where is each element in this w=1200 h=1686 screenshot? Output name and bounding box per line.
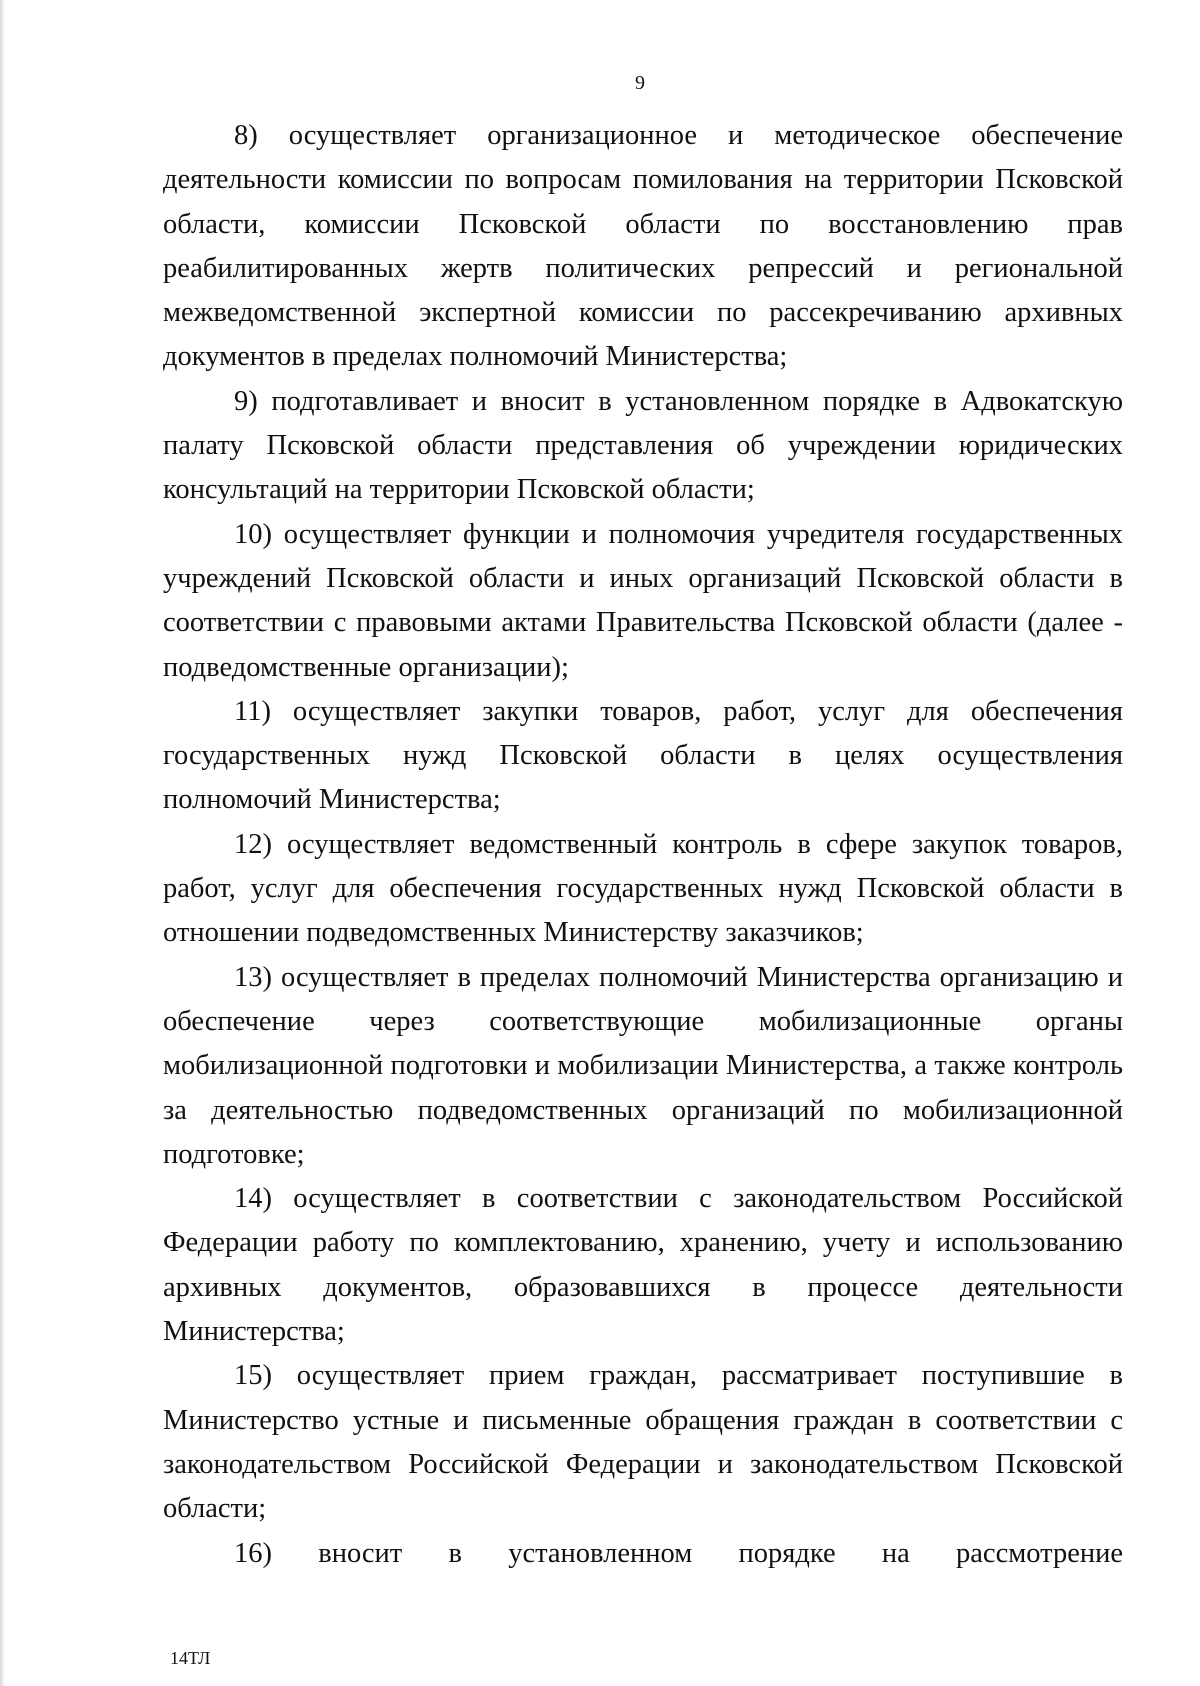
page-number: 9 (635, 72, 645, 94)
scan-edge (0, 0, 6, 1686)
list-item-12: 12) осуществляет ведомственный контроль в сфере закупок товаров, работ, услуг для обеспечения государственных нужд Псковской области в отношении подведомственных Министерству заказчиков; (163, 828, 1123, 949)
list-item-9: 9) подготавливает и вносит в установленном порядке в Адвокатскую палату Псковской области представления об учреждении юридических консультаций на территории Псковской области; (163, 385, 1123, 506)
list-item-16: 16) вносит в установленном порядке на рассмотрение (234, 1537, 1123, 1569)
list-item-11: 11) осуществляет закупки товаров, работ, услуг для обеспечения государственных нужд Псковской области в целях осуществления полномочий Министерства; (163, 695, 1123, 816)
list-item-14: 14) осуществляет в соответствии с законодательством Российской Федерации работу по комплектованию, хранению, учету и использованию архивных документов, образовавшихся в процессе деятельности Министерства; (163, 1183, 1123, 1348)
list-item-13: 13) осуществляет в пределах полномочий Министерства организацию и обеспечение через соответствующие мобилизационные органы мобилизационной подготовки и мобилизации Министерства, а также контроль за деятельностью подведомственных организаций по мобилизационной подготовке; (163, 961, 1123, 1170)
list-item-8: 8) осуществляет организационное и методическое обеспечение деятельности комиссии по вопросам помилования на территории Псковской области, комиссии Псковской области по восстановлению прав реабилитированных жертв политических репрессий и региональной межведомственной экспертной комиссии по рассекречиванию архивных документов в пределах полномочий Министерства; (163, 120, 1123, 373)
document-body (163, 114, 1123, 1576)
list-item-15: 15) осуществляет прием граждан, рассматривает поступившие в Министерство устные и письменные обращения граждан в соответствии с законодательством Российской Федерации и законодательством Псковской области; (163, 1360, 1123, 1525)
document-code: 14ТЛ (170, 1648, 211, 1668)
list-item-10: 10) осуществляет функции и полномочия учредителя государственных учреждений Псковской области и иных организаций Псковской области в соответствии с правовыми актами Правительства Псковской области (далее - подведомственные организации); (163, 518, 1123, 683)
